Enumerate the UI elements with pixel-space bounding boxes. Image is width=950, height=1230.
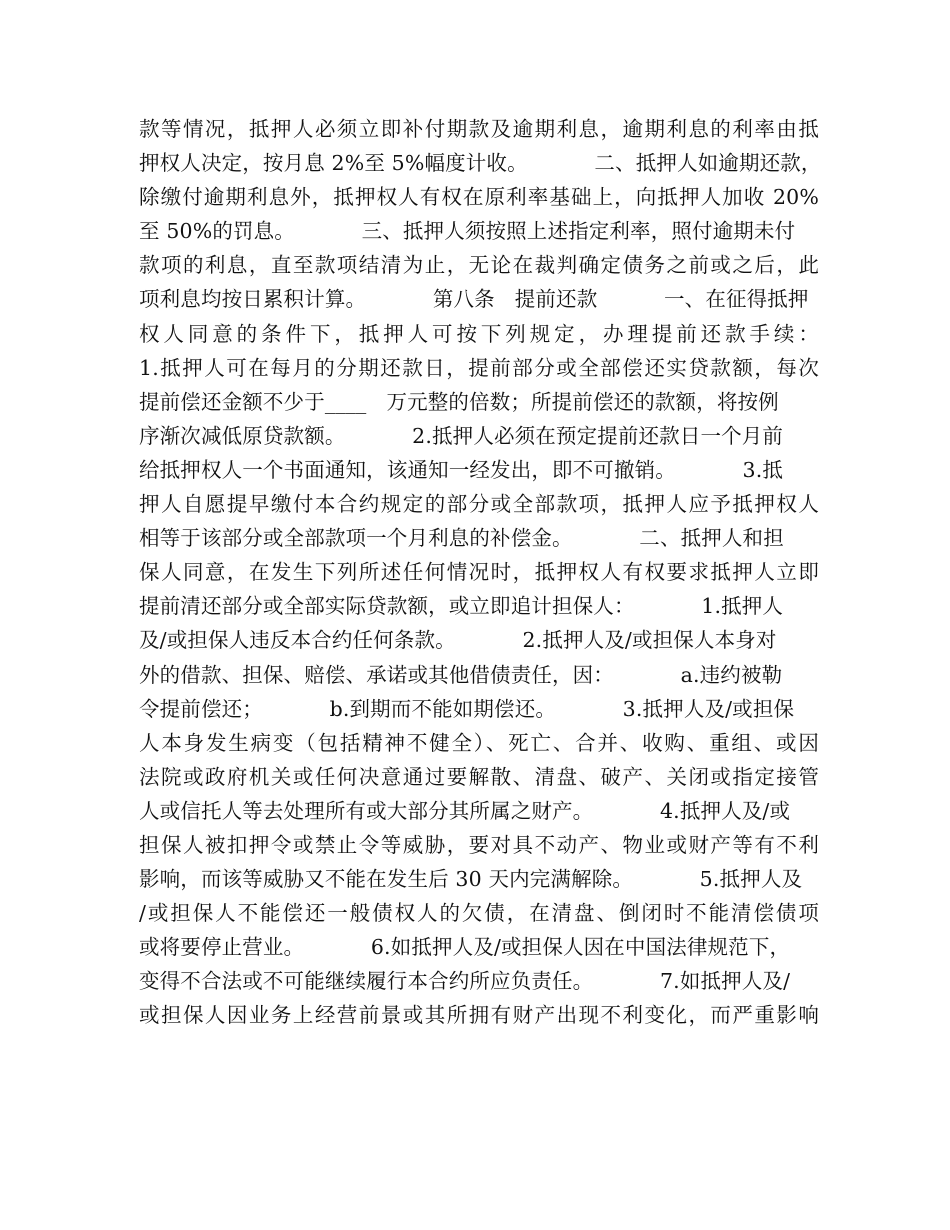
text-line: /或担保人不能偿还一般债权人的欠债，在清盘、倒闭时不能清偿债项 [139,901,819,926]
text-line: 人或信托人等去处理所有或大部分其所属之财产。 4.抵押人及/或 [139,798,791,823]
text-line: 及/或担保人违反本合约任何条款。 2.抵押人及/或担保人本身对 [139,628,777,653]
text-line: 押人自愿提早缴付本合约规定的部分或全部款项，抵押人应予抵押权人 [139,492,819,517]
text-line: 项利息均按日累积计算。 第八条 提前还款 一、在征得抵押 [139,287,809,312]
text-line: 担保人被扣押令或禁止令等威胁，要对具不动产、物业或财产等有不利 [139,832,819,857]
text-line: 外的借款、担保、赔偿、承诺或其他借债责任，因： a.违约被勒 [139,662,783,687]
text-line: 影响，而该等威胁又不能在发生后 30 天内完满解除。 5.抵押人及 [139,867,803,892]
text-line: 给抵押权人一个书面通知，该通知一经发出，即不可撤销。 3.抵 [139,457,784,482]
text-line: 法院或政府机关或任何决意通过要解散、清盘、破产、关闭或指定接管 [139,764,819,789]
text-line: 相等于该部分或全部款项一个月利息的补偿金。 二、抵押人和担 [139,526,784,551]
text-line: 1.抵押人可在每月的分期还款日，提前部分或全部偿还实贷款额，每次 [139,355,819,380]
text-line: 保人同意，在发生下列所述任何情况时，抵押权人有权要求抵押人立即 [139,560,819,585]
text-line: 提前偿还金额不少于____ 万元整的倍数；所提前偿还的款额，将按例 [139,389,779,414]
text-line: 序渐次减低原贷款额。 2.抵押人必须在预定提前还款日一个月前 [139,423,784,448]
text-line: 权人同意的条件下，抵押人可按下列规定，办理提前还款手续： [139,321,819,346]
text-line: 人本身发生病变（包括精神不健全）、死亡、合并、收购、重组、或因 [139,730,819,755]
text-line: 款等情况，抵押人必须立即补付期款及逾期利息，逾期利息的利率由抵 [139,117,819,141]
text-line: 至 50%的罚息。 三、抵押人须按照上述指定利率，照付逾期未付 [139,219,796,244]
text-line: 款项的利息，直至款项结清为止，无论在裁判确定债务之前或之后，此 [139,253,819,278]
text-line: 或将要停止营业。 6.如抵押人及/或担保人因在中国法律规范下， [139,935,791,960]
text-line: 变得不合法或不可能继续履行本合约所应负责任。 7.如抵押人及/ [139,969,791,994]
text-line: 或担保人因业务上经营前景或其所拥有财产出现不利变化，而严重影响 [139,1003,819,1028]
text-line: 押权人决定，按月息 2%至 5%幅度计收。 二、抵押人如逾期还款， [139,151,822,176]
contract-body-text [139,112,822,1033]
text-line: 提前清还部分或全部实际贷款额，或立即追计担保人： 1.抵押人 [139,594,784,619]
text-line: 除缴付逾期利息外，抵押权人有权在原利率基础上，向抵押人加收 20% [139,185,819,210]
text-line: 令提前偿还； b.到期而不能如期偿还。 3.抵押人及/或担保 [139,696,795,721]
